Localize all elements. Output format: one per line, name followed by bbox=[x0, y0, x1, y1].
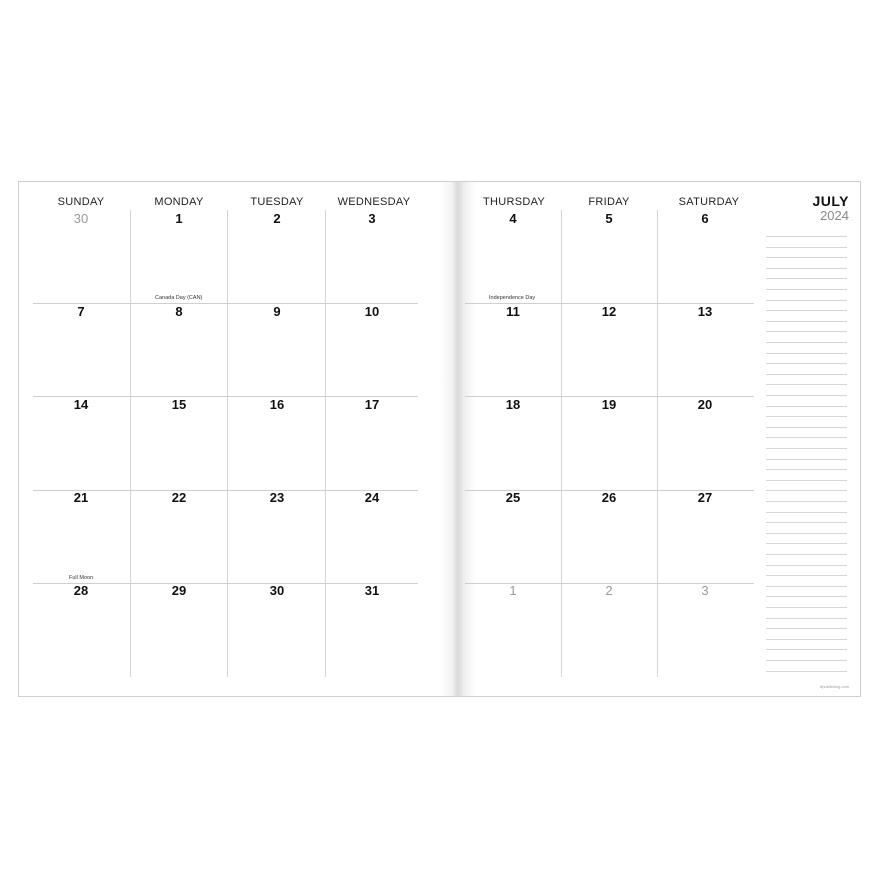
header-friday: FRIDAY bbox=[588, 196, 630, 208]
date-cell[interactable]: 8 bbox=[175, 304, 183, 319]
date-cell[interactable]: 18 bbox=[505, 397, 521, 412]
note-line bbox=[766, 660, 847, 661]
grid-vline bbox=[227, 210, 228, 677]
note-line bbox=[766, 522, 847, 523]
date-cell[interactable]: 1 bbox=[509, 583, 517, 598]
date-cell[interactable]: 31 bbox=[364, 583, 380, 598]
grid-vline bbox=[561, 210, 562, 677]
date-cell[interactable]: 27 bbox=[697, 490, 713, 505]
note-line bbox=[766, 671, 847, 672]
grid-vline bbox=[130, 210, 131, 677]
header-saturday: SATURDAY bbox=[678, 196, 740, 208]
date-cell[interactable]: 16 bbox=[269, 397, 285, 412]
note-line bbox=[766, 416, 847, 417]
date-cell[interactable]: 20 bbox=[697, 397, 713, 412]
note-line bbox=[766, 437, 847, 438]
grid-vline bbox=[325, 210, 326, 677]
note-line bbox=[766, 469, 847, 470]
date-cell[interactable]: 2 bbox=[605, 583, 613, 598]
note-line bbox=[766, 278, 847, 279]
note-line bbox=[766, 639, 847, 640]
date-cell[interactable]: 9 bbox=[273, 304, 281, 319]
note-line bbox=[766, 363, 847, 364]
note-line bbox=[766, 649, 847, 650]
date-cell[interactable]: 15 bbox=[171, 397, 187, 412]
date-cell[interactable]: 12 bbox=[601, 304, 617, 319]
note-line bbox=[766, 257, 847, 258]
note-line bbox=[766, 395, 847, 396]
note-line bbox=[766, 480, 847, 481]
note-line bbox=[766, 512, 847, 513]
planner-spread bbox=[18, 181, 861, 697]
date-cell[interactable]: 11 bbox=[506, 304, 520, 319]
note-line bbox=[766, 427, 847, 428]
note-line bbox=[766, 565, 847, 566]
date-cell[interactable]: 1 bbox=[175, 211, 183, 226]
year-title: 2024 bbox=[820, 208, 849, 223]
date-cell[interactable]: 19 bbox=[601, 397, 617, 412]
date-cell[interactable]: 25 bbox=[505, 490, 521, 505]
note-line bbox=[766, 533, 847, 534]
header-thursday: THURSDAY bbox=[482, 196, 546, 208]
note-line bbox=[766, 501, 847, 502]
note-line bbox=[766, 406, 847, 407]
date-cell[interactable]: 4 bbox=[509, 211, 517, 226]
date-cell[interactable]: 22 bbox=[171, 490, 187, 505]
date-cell[interactable]: 13 bbox=[697, 304, 713, 319]
event-full-moon: Full Moon bbox=[69, 575, 94, 581]
note-line bbox=[766, 331, 847, 332]
date-cell[interactable]: 28 bbox=[73, 583, 89, 598]
note-line bbox=[766, 448, 847, 449]
header-tuesday: TUESDAY bbox=[250, 196, 304, 208]
date-cell[interactable]: 3 bbox=[368, 211, 376, 226]
event-canada-day: Canada Day (CAN) bbox=[155, 295, 203, 301]
date-cell[interactable]: 5 bbox=[605, 211, 613, 226]
date-cell[interactable]: 10 bbox=[364, 304, 380, 319]
note-line bbox=[766, 374, 847, 375]
note-line bbox=[766, 575, 847, 576]
note-line bbox=[766, 607, 847, 608]
note-line bbox=[766, 300, 847, 301]
note-line bbox=[766, 618, 847, 619]
date-cell[interactable]: 14 bbox=[73, 397, 89, 412]
binding-spine bbox=[439, 182, 475, 696]
note-line bbox=[766, 247, 847, 248]
date-cell[interactable]: 30 bbox=[73, 211, 89, 226]
date-cell[interactable]: 17 bbox=[364, 397, 380, 412]
note-line bbox=[766, 384, 847, 385]
date-cell[interactable]: 30 bbox=[269, 583, 285, 598]
date-cell[interactable]: 26 bbox=[601, 490, 617, 505]
date-cell[interactable]: 24 bbox=[364, 490, 380, 505]
event-independence-day: Independence Day bbox=[489, 295, 536, 301]
date-cell[interactable]: 3 bbox=[701, 583, 709, 598]
date-cell[interactable]: 2 bbox=[273, 211, 281, 226]
date-cell[interactable]: 7 bbox=[77, 304, 85, 319]
note-line bbox=[766, 459, 847, 460]
note-line bbox=[766, 310, 847, 311]
date-cell[interactable]: 21 bbox=[73, 490, 89, 505]
note-line bbox=[766, 628, 847, 629]
header-monday: MONDAY bbox=[154, 196, 204, 208]
date-cell[interactable]: 29 bbox=[171, 583, 187, 598]
header-wednesday: WEDNESDAY bbox=[337, 196, 411, 208]
note-line bbox=[766, 596, 847, 597]
header-sunday: SUNDAY bbox=[57, 196, 105, 208]
note-line bbox=[766, 236, 847, 237]
grid-vline bbox=[657, 210, 658, 677]
note-line bbox=[766, 289, 847, 290]
month-title: JULY bbox=[812, 193, 849, 209]
note-line bbox=[766, 268, 847, 269]
date-cell[interactable]: 6 bbox=[701, 211, 709, 226]
note-line bbox=[766, 554, 847, 555]
note-line bbox=[766, 490, 847, 491]
brand-footer: tfpublishing.com bbox=[820, 684, 849, 689]
date-cell[interactable]: 23 bbox=[269, 490, 285, 505]
note-line bbox=[766, 543, 847, 544]
note-line bbox=[766, 353, 847, 354]
note-line bbox=[766, 586, 847, 587]
note-line bbox=[766, 321, 847, 322]
note-line bbox=[766, 342, 847, 343]
